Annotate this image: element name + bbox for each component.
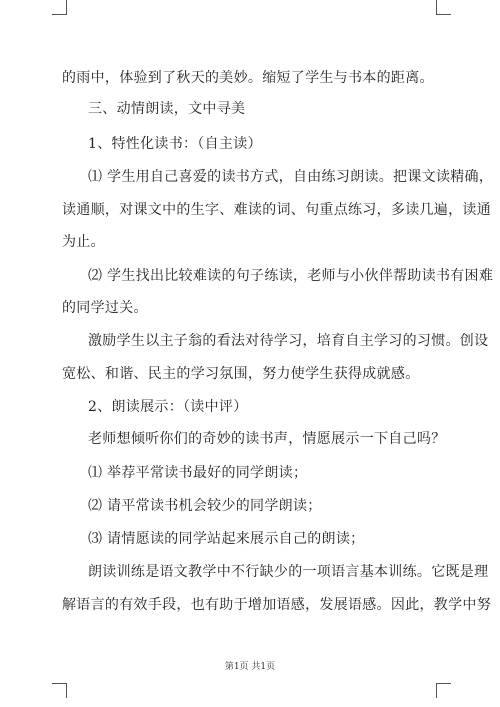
text-line: ⑵ 学生找出比较难读的句子练读，老师与小伙伴帮助读书有困难 [88, 268, 494, 284]
section-heading: 三、动情朗读，文中寻美 [88, 101, 246, 117]
subsection-heading: 2、朗读展示：（读中评） [88, 399, 248, 415]
text-line: 老师想倾听你们的奇妙的读书声，情愿展示一下自己吗？ [88, 431, 446, 447]
text-line: 解语言的有效手段，也有助于增加语感，发展语感。因此，教学中努 [62, 597, 491, 613]
list-item: ⑶ 请情愿读的同学站起来展示自己的朗读； [88, 531, 365, 547]
list-item: ⑴ 举荐平常读书最好的同学朗读； [88, 465, 308, 481]
crop-mark-top-right [436, 0, 451, 15]
text-line: 读通顺，对课文中的生字、难读的词、句重点练习，多读几遍，读通 [62, 202, 491, 218]
page-footer: 第1页 共1页 [224, 662, 276, 672]
text-line: ⑴ 学生用自己喜爱的读书方式，自由练习朗读。把课文读精确， [88, 169, 494, 185]
text-line: 朗读训练是语文教学中不行缺少的一项语言基本训练。它既是理 [88, 564, 489, 580]
crop-mark-bottom-left [52, 683, 67, 698]
list-item: ⑵ 请平常读书机会较少的同学朗读； [88, 498, 322, 514]
subsection-heading: 1、特性化读书：（自主读） [88, 136, 262, 152]
crop-mark-bottom-right [436, 683, 451, 698]
text-line: 为止。 [62, 234, 105, 250]
crop-mark-top-left [52, 0, 67, 15]
text-line: 的雨中，体验到了秋天的美妙。缩短了学生与书本的距离。 [62, 70, 434, 86]
text-line: 激励学生以主子翁的看法对待学习，培育自主学习的习惯。创设 [88, 333, 489, 349]
text-line: 的同学过关。 [62, 300, 148, 316]
text-line: 宽松、和谐、民主的学习氛围，努力使学生获得成就感。 [62, 366, 420, 382]
